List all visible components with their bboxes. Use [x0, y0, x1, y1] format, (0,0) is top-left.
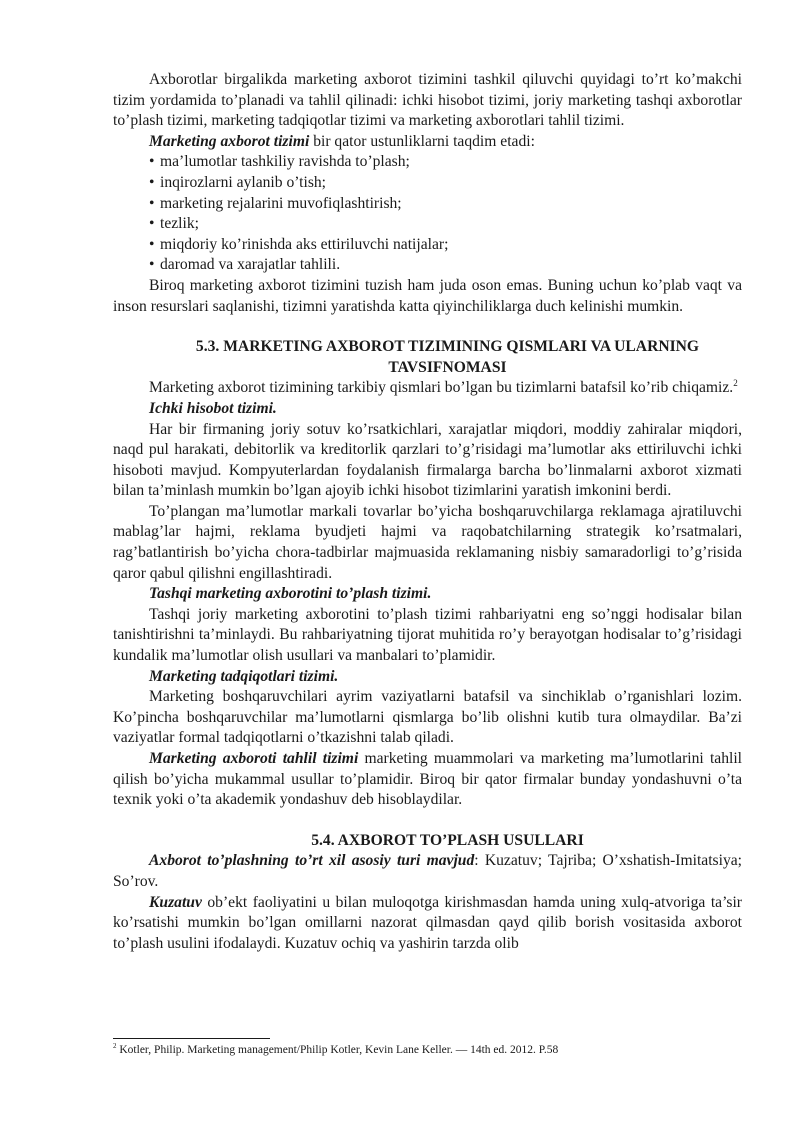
- document-page: [113, 70, 742, 954]
- intro-paragraph-2: [113, 132, 742, 153]
- subheading-marketing-research: [113, 667, 742, 688]
- section-5-3-heading-line-2: TAVSIFNOMASI: [388, 358, 507, 376]
- footnote-divider: [113, 1038, 270, 1039]
- intro-paragraph-3: Biroq marketing axborot tizimini tuzish ham juda oson emas. Buning uchun ko’plab vaqt va inson resurslari saqlanishi, tizimni yaratishda katta qiyinchiliklarga duch kelinishi mumkin.: [113, 276, 742, 315]
- external-info-paragraph: Tashqi joriy marketing axborotini to’plash tizimi rahbariyatni eng so’nggi hodisalar bilan tanishtirishni ta’minlaydi. Bu rahbariyatning tijorat muhitida ro’y berayotgan hodisalar to’g’risidagi kundalik ma’lumotlar olish usullari va manbalari to’plamidir.: [113, 605, 742, 665]
- list-item-text: daromad va xarajatlar tahlili.: [160, 256, 341, 274]
- internal-reporting-paragraph-1: Har bir firmaning joriy sotuv ko’rsatkichlari, xarajatlar miqdori, moddiy zahiralar miqdori, naqd pul harakati, debitorlik va kreditorlik qarzlari to’g’risidagi ma’lumotlar aks ettiriluvchi ichki hisoboti mavjud. Kompyuterlardan foydalanish firmalarga barcha bo’linmalarni axborot xizmati bilan ta’minlash mumkin bo’lgan ajoyib ichki hisobot tizimlarini yaratish imkonini berdi.: [113, 420, 742, 500]
- section-5-3-intro-text: Marketing axborot tizimining tarkibiy qismlari bo’lgan bu tizimlarni batafsil ko’rib chiqamiz.: [149, 379, 734, 397]
- subheading-text: Marketing tadqiqotlari tizimi.: [149, 667, 339, 685]
- subheading-text: Ichki hisobot tizimi.: [149, 399, 277, 417]
- section-gap: [113, 317, 742, 337]
- section-5-4-heading: 5.4. AXBOROT TO’PLASH USULLARI: [311, 831, 584, 849]
- bullet-icon: •: [149, 173, 155, 191]
- intro-paragraph-1: Axborotlar birgalikda marketing axborot tizimini tashkil qiluvchi quyidagi to’rt ko’makchi tizim yordamida to’planadi va tahlil qilinadi: ichki hisobot tizimi, joriy marketing tashqi axborotlar to’plash tizimi, marketing tadqiqotlar tizimi va marketing axborotlari tahlil tizimi.: [113, 71, 742, 130]
- collection-types-paragraph: [113, 851, 742, 892]
- list-item-text: marketing rejalarini muvofiqlashtirish;: [160, 194, 402, 212]
- observation-paragraph: [113, 893, 742, 955]
- term-observation: Kuzatuv: [149, 893, 202, 911]
- marketing-research-paragraph: Marketing boshqaruvchilari ayrim vaziyatlarni batafsil va sinchiklab o’rganishlari lozim. Ko’pincha boshqaruvchilar ma’lumotlarni qismlarga bo’lib olishni kutib tura olmaydilar. Ba’zi vaziyatlar formal tadqiqotlarni o’tkazishni talab qiladi.: [113, 688, 742, 747]
- list-item-text: miqdoriy ko’rinishda aks ettiriluvchi natijalar;: [160, 235, 449, 253]
- list-item-text: inqirozlarni aylanib o’tish;: [160, 173, 327, 191]
- footnote: [113, 1043, 558, 1057]
- bullet-icon: •: [149, 194, 155, 212]
- list-item: [113, 235, 742, 256]
- term-analysis-system: Marketing axboroti tahlil tizimi: [149, 750, 359, 767]
- footnote-mark: 2: [113, 1042, 117, 1051]
- list-item-text: ma’lumotlar tashkiliy ravishda to’plash;: [160, 153, 410, 171]
- section-5-3-heading: [113, 337, 742, 378]
- term-marketing-info-system: Marketing axborot tizimi: [149, 132, 310, 150]
- footnote-text: Kotler, Philip. Marketing management/Philip Kotler, Kevin Lane Keller. — 14th ed. 2012. P.58: [116, 1044, 559, 1056]
- list-item: [113, 173, 742, 194]
- intro-paragraph-2-rest: bir qator ustunliklarni taqdim etadi:: [309, 132, 535, 150]
- observation-rest: ob’ekt faoliyatini u bilan muloqotga kirishmasdan hamda uning xulq-atvoriga ta’sir ko’rsatishi mumkin bo’lgan omillarni nazorat qilmasdan qayd qilib borish vositasida axborot to’plash usulini ifodalaydi. Kuzatuv ochiq va yashirin tarzda olib: [113, 893, 742, 952]
- section-5-3-intro: [113, 378, 742, 399]
- subheading-text: Tashqi marketing axborotini to’plash tizimi.: [149, 585, 432, 603]
- list-item: [113, 214, 742, 235]
- collection-types-rest: : Kuzatuv; Tajriba; O’xshatish-Imitatsiya; So’rov.: [113, 852, 743, 890]
- list-item-text: tezlik;: [160, 215, 199, 233]
- analysis-system-rest: marketing muammolari va marketing ma’lumotlarini tahlil qilish bo’yicha mukammal usullar to’plamidir. Biroq bir qator firmalar bunday yondashuvni o’ta texnik yoki o’ta akademik yondashuv deb hisoblaydilar.: [113, 750, 742, 809]
- bullet-icon: •: [149, 256, 155, 274]
- advantages-list: [113, 152, 742, 276]
- list-item: [113, 194, 742, 215]
- section-gap: [113, 811, 742, 831]
- bullet-icon: •: [149, 215, 155, 233]
- subheading-internal-reporting: [113, 399, 742, 420]
- bullet-icon: •: [149, 235, 155, 253]
- internal-reporting-paragraph-2: To’plangan ma’lumotlar markali tovarlar bo’yicha boshqaruvchilarga reklamaga ajratiluvchi mablag’lar hajmi, reklama byudjeti hajmi va raqobatchilarning strategik ko’rsatmalari, rag’batlantirish bo’yicha chora-tadbirlar majmuasida reklamaning nisbiy samaradorligi to’g’risida qaror qabul qilishni engillashtiradi.: [113, 502, 742, 582]
- term-collection-types: Axborot to’plashning to’rt xil asosiy turi mavjud: [149, 852, 475, 870]
- list-item: [113, 152, 742, 173]
- footnote-reference[interactable]: 2: [733, 378, 738, 389]
- bullet-icon: •: [149, 153, 155, 171]
- section-5-3-heading-line-1: 5.3. MARKETING AXBOROT TIZIMINING QISMLARI VA ULARNING: [195, 338, 700, 356]
- subheading-external-info: [113, 584, 742, 605]
- list-item: [113, 255, 742, 276]
- analysis-system-paragraph: [113, 749, 742, 811]
